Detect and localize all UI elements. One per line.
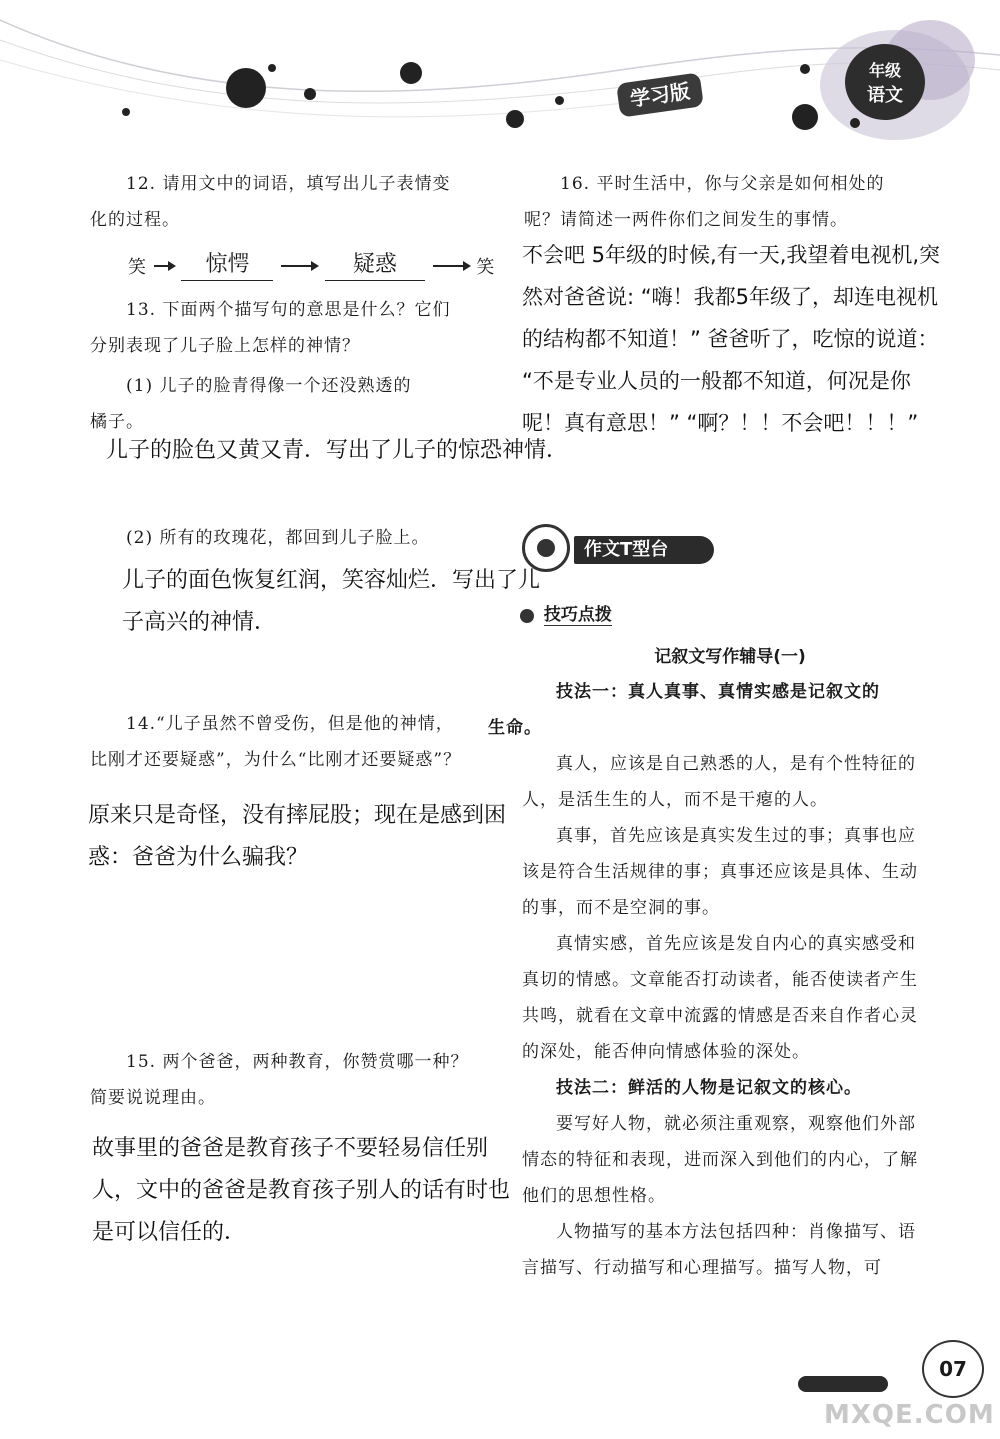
q12-start-word: 笑: [128, 257, 146, 278]
q16-prompt-line2: 呢？请简述一两件你们之间发生的事情。: [524, 210, 848, 230]
q12-prompt-line2: 化的过程。: [90, 210, 180, 230]
decor-dot: [555, 96, 564, 105]
decor-dot: [226, 68, 266, 108]
page-number: 07: [939, 1357, 967, 1381]
q12-end-word: 笑: [476, 257, 495, 278]
decor-dot: [400, 62, 422, 84]
decor-dot: [506, 110, 524, 128]
q15-prompt: [90, 1044, 536, 1116]
technique-1-heading: [488, 674, 920, 746]
q15-answer: [92, 1128, 542, 1254]
article-body: [488, 674, 920, 1286]
corner-logo-line1: 年级: [868, 61, 901, 80]
bullet-icon: [520, 609, 534, 623]
q16-prompt: [524, 166, 940, 238]
q14-answer-line2: 惑：爸爸为什么骗我？: [88, 845, 309, 870]
paragraph-description-methods: 人物描写的基本方法包括四种：肖像描写、语言描写、行动描写和心理描写。描写人物，可: [522, 1222, 916, 1278]
q13-answer-1: 儿子的脸色又黄又青．写出了儿子的惊恐神情．: [106, 438, 569, 463]
q12-blank-2: 疑惑: [325, 250, 425, 281]
q12-prompt-line1: 12. 请用文中的词语，填写出儿子表情变: [126, 174, 451, 194]
q15-prompt-line1: 15. 两个爸爸，两种教育，你赞赏哪一种？: [126, 1052, 469, 1072]
article-title: 记叙文写作辅导(一): [654, 647, 806, 667]
technique-1-heading-line2: 生命。: [488, 718, 542, 738]
decor-dot: [792, 104, 818, 130]
film-reel-icon: [522, 524, 570, 572]
q16-prompt-line1: 16. 平时生活中，你与父亲是如何相处的: [560, 174, 885, 194]
watermark: MXQE.COM: [824, 1400, 995, 1430]
arrow-icon: [281, 265, 317, 267]
paragraph-real-person: 真人，应该是自己熟悉的人，是有个性特征的人，是活生生的人，而不是干瘪的人。: [522, 754, 916, 810]
q15-answer-line3: 是可以信任的．: [92, 1220, 247, 1245]
q12-answer-flow: [128, 250, 528, 281]
q15-prompt-line2: 简要说说理由。: [90, 1088, 216, 1108]
sub-section-label-text: 技巧点拨: [543, 605, 612, 625]
q14-prompt: [90, 706, 536, 778]
footer-pencil-icon: [798, 1376, 888, 1392]
technique-1-heading-line1: 技法一：真人真事、真情实感是记叙文的: [556, 682, 880, 702]
section-banner: [522, 522, 722, 578]
q14-answer: [88, 795, 548, 879]
q12-prompt: [90, 166, 516, 238]
q16-answer-line1: 不会吧 5年级的时候,有一天,我望着电视机,突: [522, 243, 941, 267]
q15-answer-line2: 人，文中的爸爸是教育孩子别人的话有时也: [92, 1178, 511, 1203]
q13-answer-2-line2: 子高兴的神情．: [122, 610, 277, 635]
technique-2-heading: 技法二：鲜活的人物是记叙文的核心。: [556, 1078, 862, 1098]
corner-logo-line2: 语文: [867, 85, 903, 106]
q13-sub2: (2) 所有的玫瑰花，都回到儿子脸上。: [126, 528, 430, 548]
arrow-icon: [433, 265, 469, 267]
paragraph-real-feeling: 真情实感，首先应该是发自内心的真实感受和真切的情感。文章能否打动读者，能否使读者产生共鸣，就看在文章中流露的情感是否来自作者心灵的深处，能否伸向情感体验的深处。: [522, 934, 918, 1062]
q14-answer-line1: 原来只是奇怪，没有摔屁股；现在是感到困: [88, 803, 507, 828]
q13-answer-2: [122, 560, 582, 644]
q14-prompt-line2: 比刚才还要疑惑”，为什么“比刚才还要疑惑”？: [90, 750, 462, 770]
section-banner-label: 作文T型台: [574, 536, 714, 564]
q16-answer-line3: 的结构都不知道！” 爸爸听了，吃惊的说道：: [522, 327, 939, 351]
q16-answer-line4: “不是专业人员的一般都不知道，何况是你: [522, 369, 911, 393]
paragraph-observation: 要写好人物，就必须注重观察，观察他们外部情态的特征和表现，进而深入到他们的内心，了解他们的思想性格。: [522, 1114, 918, 1206]
q16-answer: [522, 234, 982, 444]
corner-logo: [845, 44, 925, 120]
q16-answer-line5: 呢！真有意思！” “啊？！！不会吧！！！”: [522, 411, 919, 435]
q13-prompt-line1: 13. 下面两个描写句的意思是什么？它们: [126, 300, 451, 320]
header-badge-text: 学习版: [628, 78, 692, 112]
q12-blank-1: 惊愕: [181, 250, 273, 281]
arrow-icon: [154, 265, 174, 267]
decor-dot: [800, 64, 810, 74]
q13-answer-2-line1: 儿子的面色恢复红润，笑容灿烂．写出了儿: [122, 568, 541, 593]
q15-answer-line1: 故事里的爸爸是教育孩子不要轻易信任别: [92, 1136, 489, 1161]
q16-answer-line2: 然对爸爸说: “嗨！我都5年级了，却连电视机: [522, 285, 938, 309]
sub-section-label: [520, 602, 612, 628]
q14-prompt-line1: 14.“儿子虽然不曾受伤，但是他的神情，: [126, 714, 454, 734]
page-number-badge: [922, 1340, 984, 1398]
decor-dot: [122, 108, 130, 116]
decor-dot: [850, 118, 860, 128]
paragraph-real-event: 真事，首先应该是真实发生过的事；真事也应该是符合生活规律的事；真事还应该是具体、生动的事，而不是空洞的事。: [522, 826, 918, 918]
decor-dot: [268, 64, 276, 72]
q13-sub1-line1: (1) 儿子的脸青得像一个还没熟透的: [126, 376, 412, 396]
q13-prompt-line2: 分别表现了儿子脸上怎样的神情？: [90, 336, 360, 356]
decor-dot: [304, 88, 316, 100]
q13-sub1-line2: 橘子。: [90, 412, 144, 432]
q13-prompt: [90, 292, 516, 440]
